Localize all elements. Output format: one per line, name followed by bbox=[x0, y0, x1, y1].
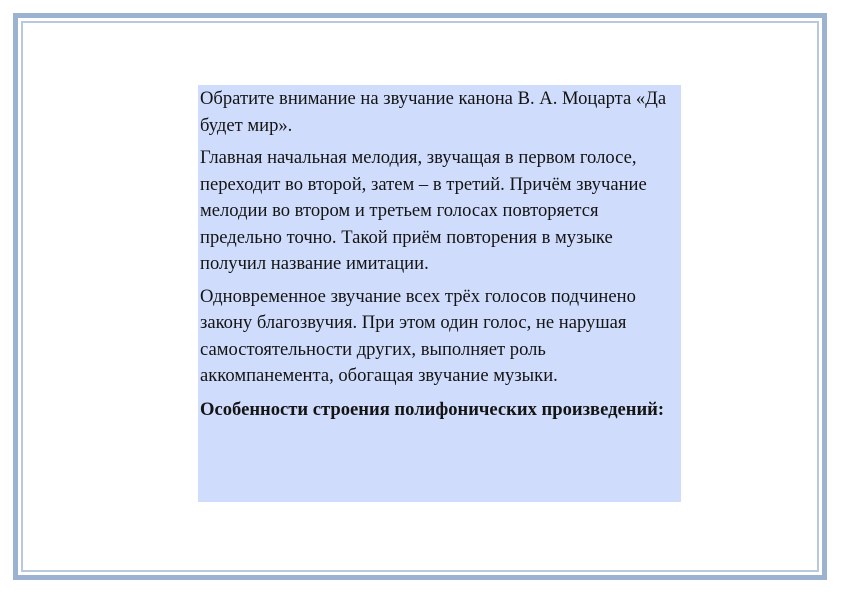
heading-polyphony-features: Особенности строения полифонических произведений: bbox=[200, 398, 665, 420]
paragraph-imitation: Главная начальная мелодия, звучащая в первом голосе, переходит во второй, затем – в третий. Причём звучание мелодии во втором и третьем голосах повторяется предельно точно. Такой приём повторения в музыке получил название имитации. bbox=[200, 147, 647, 274]
slide-text-box bbox=[198, 85, 681, 502]
paragraph-canon-intro: Обратите внимание на звучание канона В. А. Моцарта «Да будет мир». bbox=[200, 88, 667, 136]
paragraph-harmony: Одновременное звучание всех трёх голосов подчинено закону благозвучия. При этом один голос, не нарушая самостоятельности других, выполняет роль аккомпанемента, обогащая звучание музыки. bbox=[200, 285, 636, 386]
